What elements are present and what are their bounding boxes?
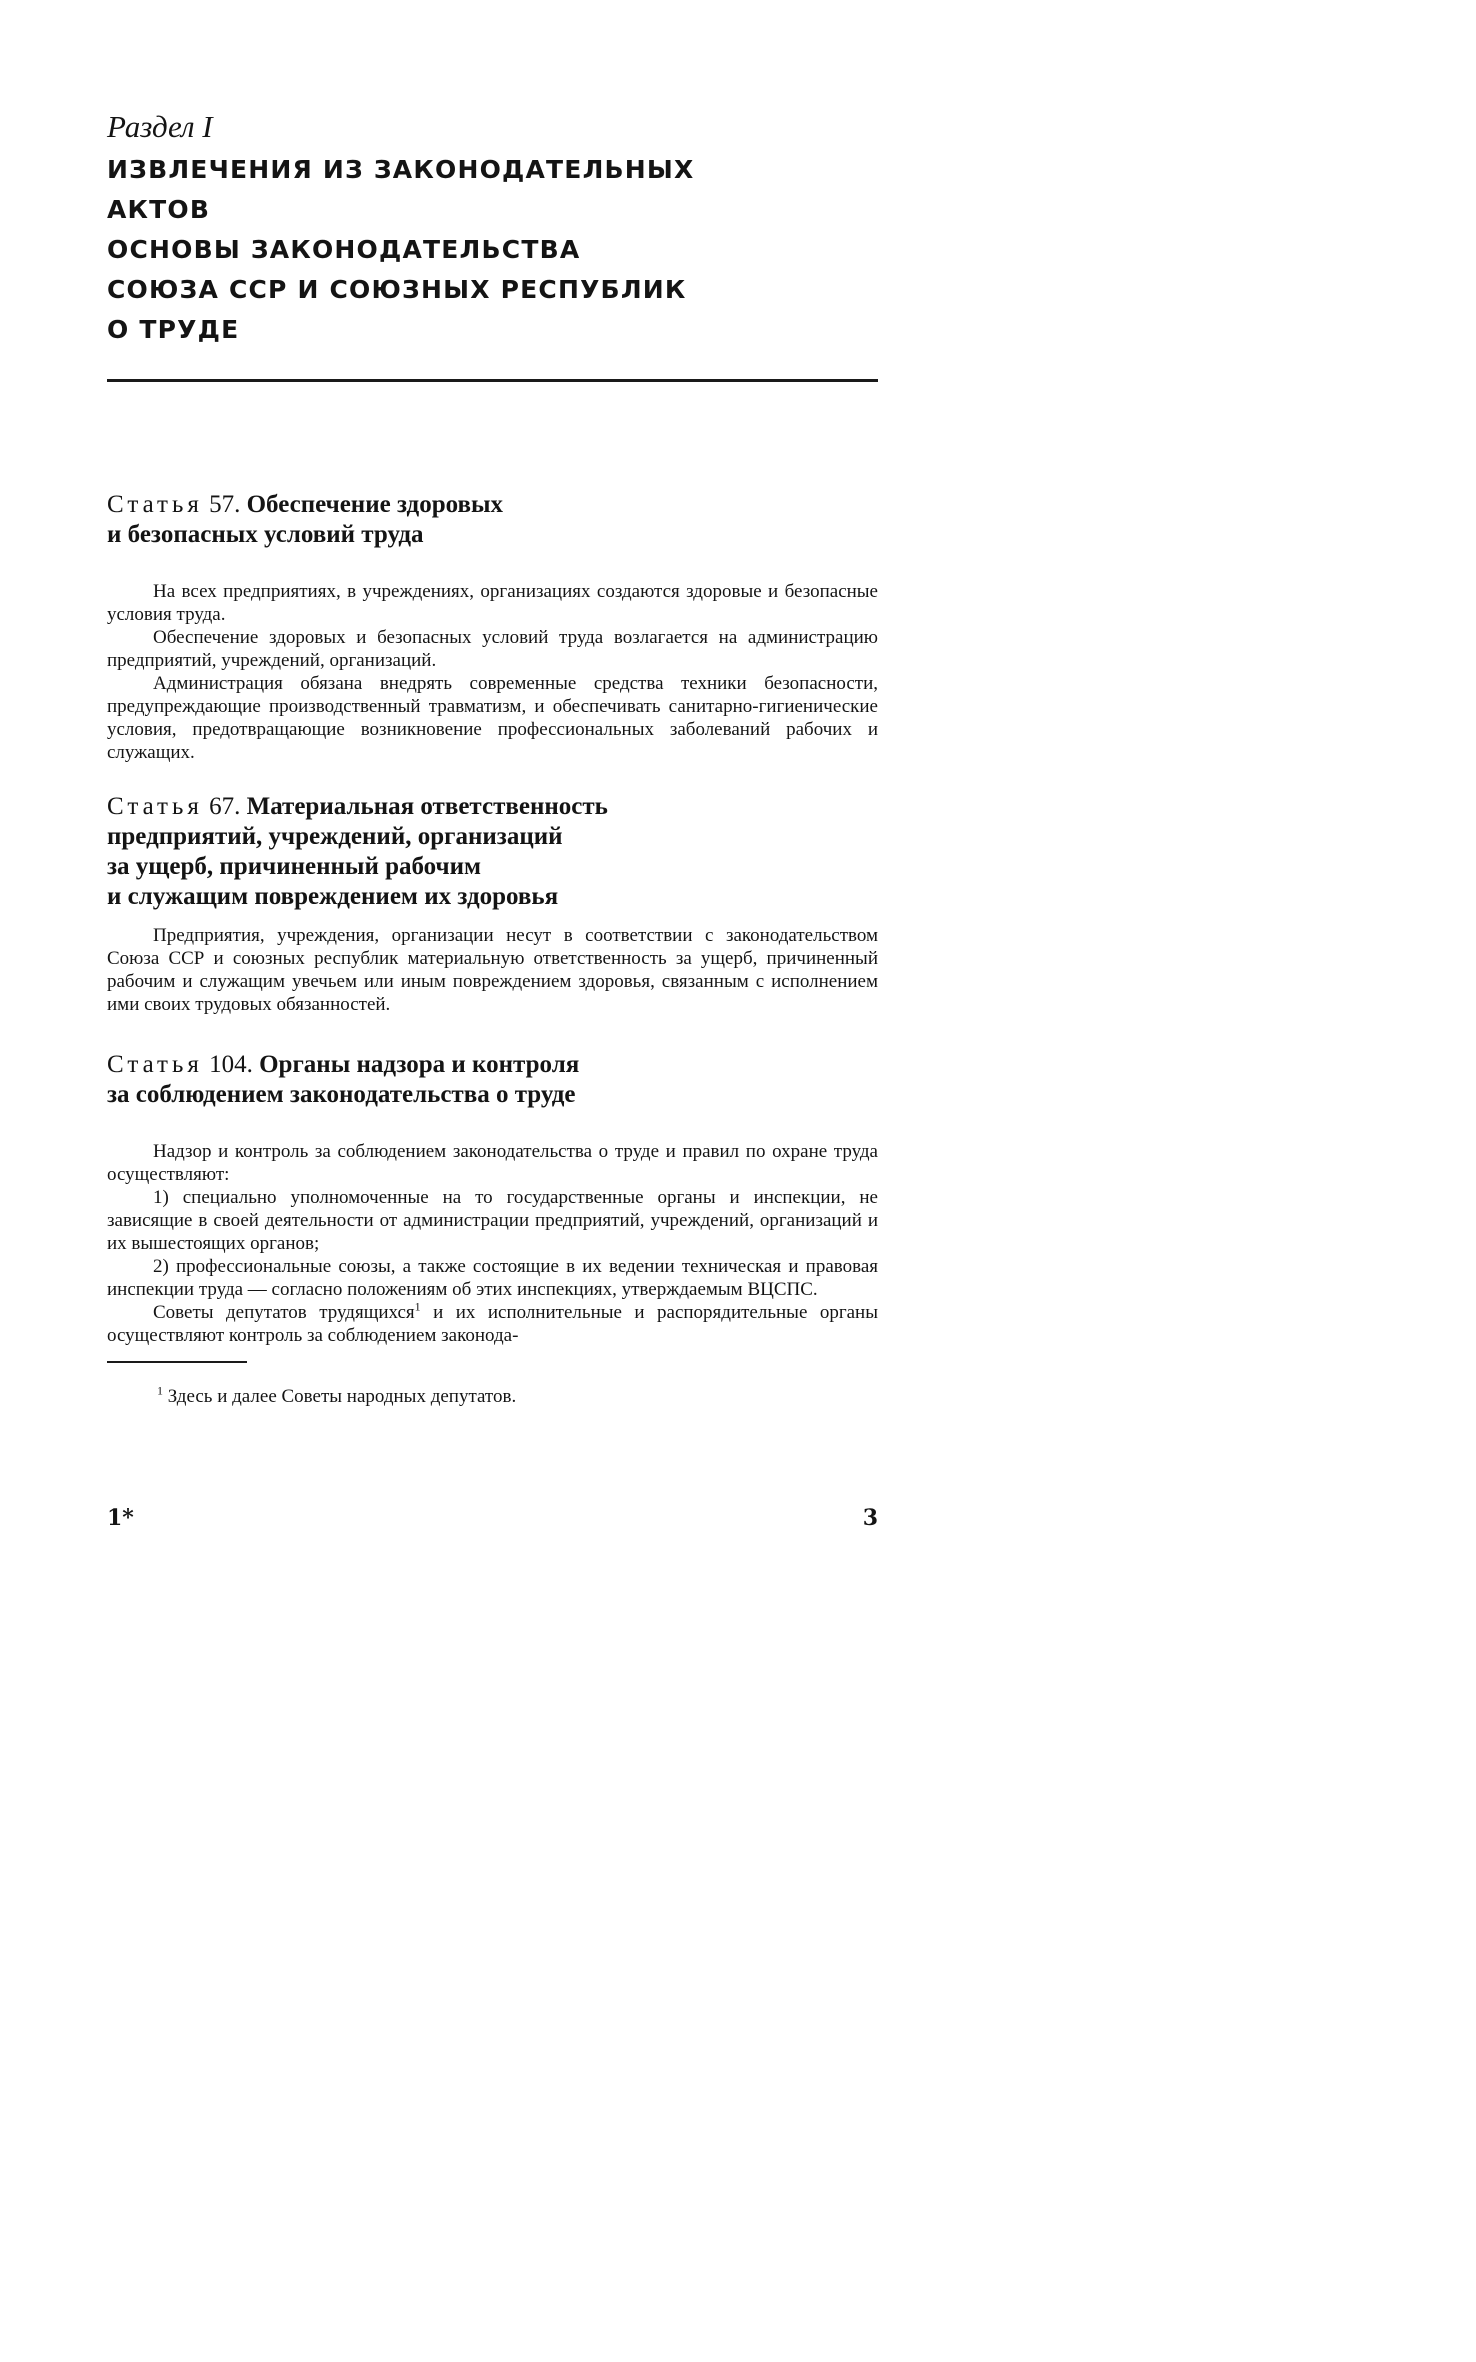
article-title bbox=[107, 792, 878, 822]
section-heading-line: АКТОВ bbox=[107, 195, 211, 224]
article-title-line: Обеспечение здоровых bbox=[246, 491, 503, 518]
article-title-line: за ущерб, причиненный рабочим bbox=[107, 853, 482, 880]
article-word: Статья bbox=[107, 1051, 203, 1078]
article-title-line: и безопасных условий труда bbox=[107, 521, 424, 548]
paragraph: Советы депутатов трудящихся$^1$ и их исполнительные и распорядительные органы осуществляют контроль за соблюдением законода- bbox=[107, 1299, 878, 1346]
article-body bbox=[107, 580, 878, 764]
section-heading bbox=[107, 150, 878, 350]
article-word: Статья bbox=[107, 793, 203, 820]
paragraph: Предприятия, учреждения, организации несут в соответствии с законодательством Союза ССР и союзных республик материальную ответственность за ущерб, причиненный рабочим и служащим увечьем или иным повреждением здоровья, связанным с исполнением ими своих трудовых обязанностей. bbox=[107, 925, 878, 1015]
paragraph: Обеспечение здоровых и безопасных условий труда возлагается на администрацию предприятий, учреждений, организаций. bbox=[107, 627, 878, 671]
footnote-divider bbox=[107, 1361, 247, 1363]
list-item: 2) профессиональные союзы, а также состоящие в их ведении техническая и правовая инспекции труда — согласно положениям об этих инспекциях, утверждаемым ВЦСПС. bbox=[107, 1256, 878, 1300]
article-title bbox=[107, 490, 878, 520]
article-body bbox=[107, 924, 878, 1016]
footnote-text: Здесь и далее Советы народных депутатов. bbox=[167, 1386, 517, 1407]
section-heading-line: О ТРУДЕ bbox=[107, 315, 240, 344]
paragraph: Надзор и контроль за соблюдением законодательства о труде и правил по охране труда осуществляют: bbox=[107, 1141, 878, 1185]
paragraph: Администрация обязана внедрять современные средства техники безопасности, предупреждающие производственный травматизм, и обеспечивать санитарно-гигиенические условия, предотвращающие возникновение профессиональных заболеваний рабочих и служащих. bbox=[107, 673, 878, 763]
article-title-line: Материальная ответственность bbox=[246, 793, 608, 820]
article-word: Статья bbox=[107, 491, 203, 518]
article-body bbox=[107, 1140, 878, 1347]
section-heading-line: ИЗВЛЕЧЕНИЯ ИЗ ЗАКОНОДАТЕЛЬНЫХ bbox=[107, 155, 695, 184]
footnote bbox=[107, 1385, 878, 1409]
article-104 bbox=[107, 1050, 878, 1347]
page-number: 3 bbox=[862, 1505, 878, 1531]
section-label: Раздел I bbox=[107, 109, 213, 144]
article-title-line: и служащим повреждением их здоровья bbox=[107, 883, 559, 910]
article-number: 104. bbox=[209, 1051, 253, 1078]
list-item: 1) специально уполномоченные на то государственные органы и инспекции, не зависящие в своей деятельности от администрации предприятий, учреждений, организаций и их вышестоящих органов; bbox=[107, 1187, 878, 1254]
paragraph: На всех предприятиях, в учреждениях, организациях создаются здоровые и безопасные условия труда. bbox=[107, 581, 878, 625]
page-footer bbox=[107, 1505, 878, 1531]
article-title-line: за соблюдением законодательства о труде bbox=[107, 1081, 576, 1108]
heading-divider bbox=[107, 379, 878, 382]
article-number: 67. bbox=[209, 793, 241, 820]
footnote-mark: 1 bbox=[157, 1383, 163, 1398]
article-title bbox=[107, 1050, 878, 1080]
footnote-reference: 1 bbox=[414, 1299, 421, 1314]
section-heading-line: СОЮЗА ССР И СОЮЗНЫХ РЕСПУБЛИК bbox=[107, 275, 687, 304]
printer-signature: 1* bbox=[107, 1505, 134, 1531]
article-title-line: Органы надзора и контроля bbox=[259, 1051, 580, 1078]
section-heading-line: ОСНОВЫ ЗАКОНОДАТЕЛЬСТВА bbox=[107, 235, 581, 264]
document-page bbox=[107, 108, 878, 1409]
article-67 bbox=[107, 792, 878, 1016]
article-number: 57. bbox=[209, 491, 241, 518]
article-title-line: предприятий, учреждений, организаций bbox=[107, 823, 563, 850]
article-57 bbox=[107, 490, 878, 764]
